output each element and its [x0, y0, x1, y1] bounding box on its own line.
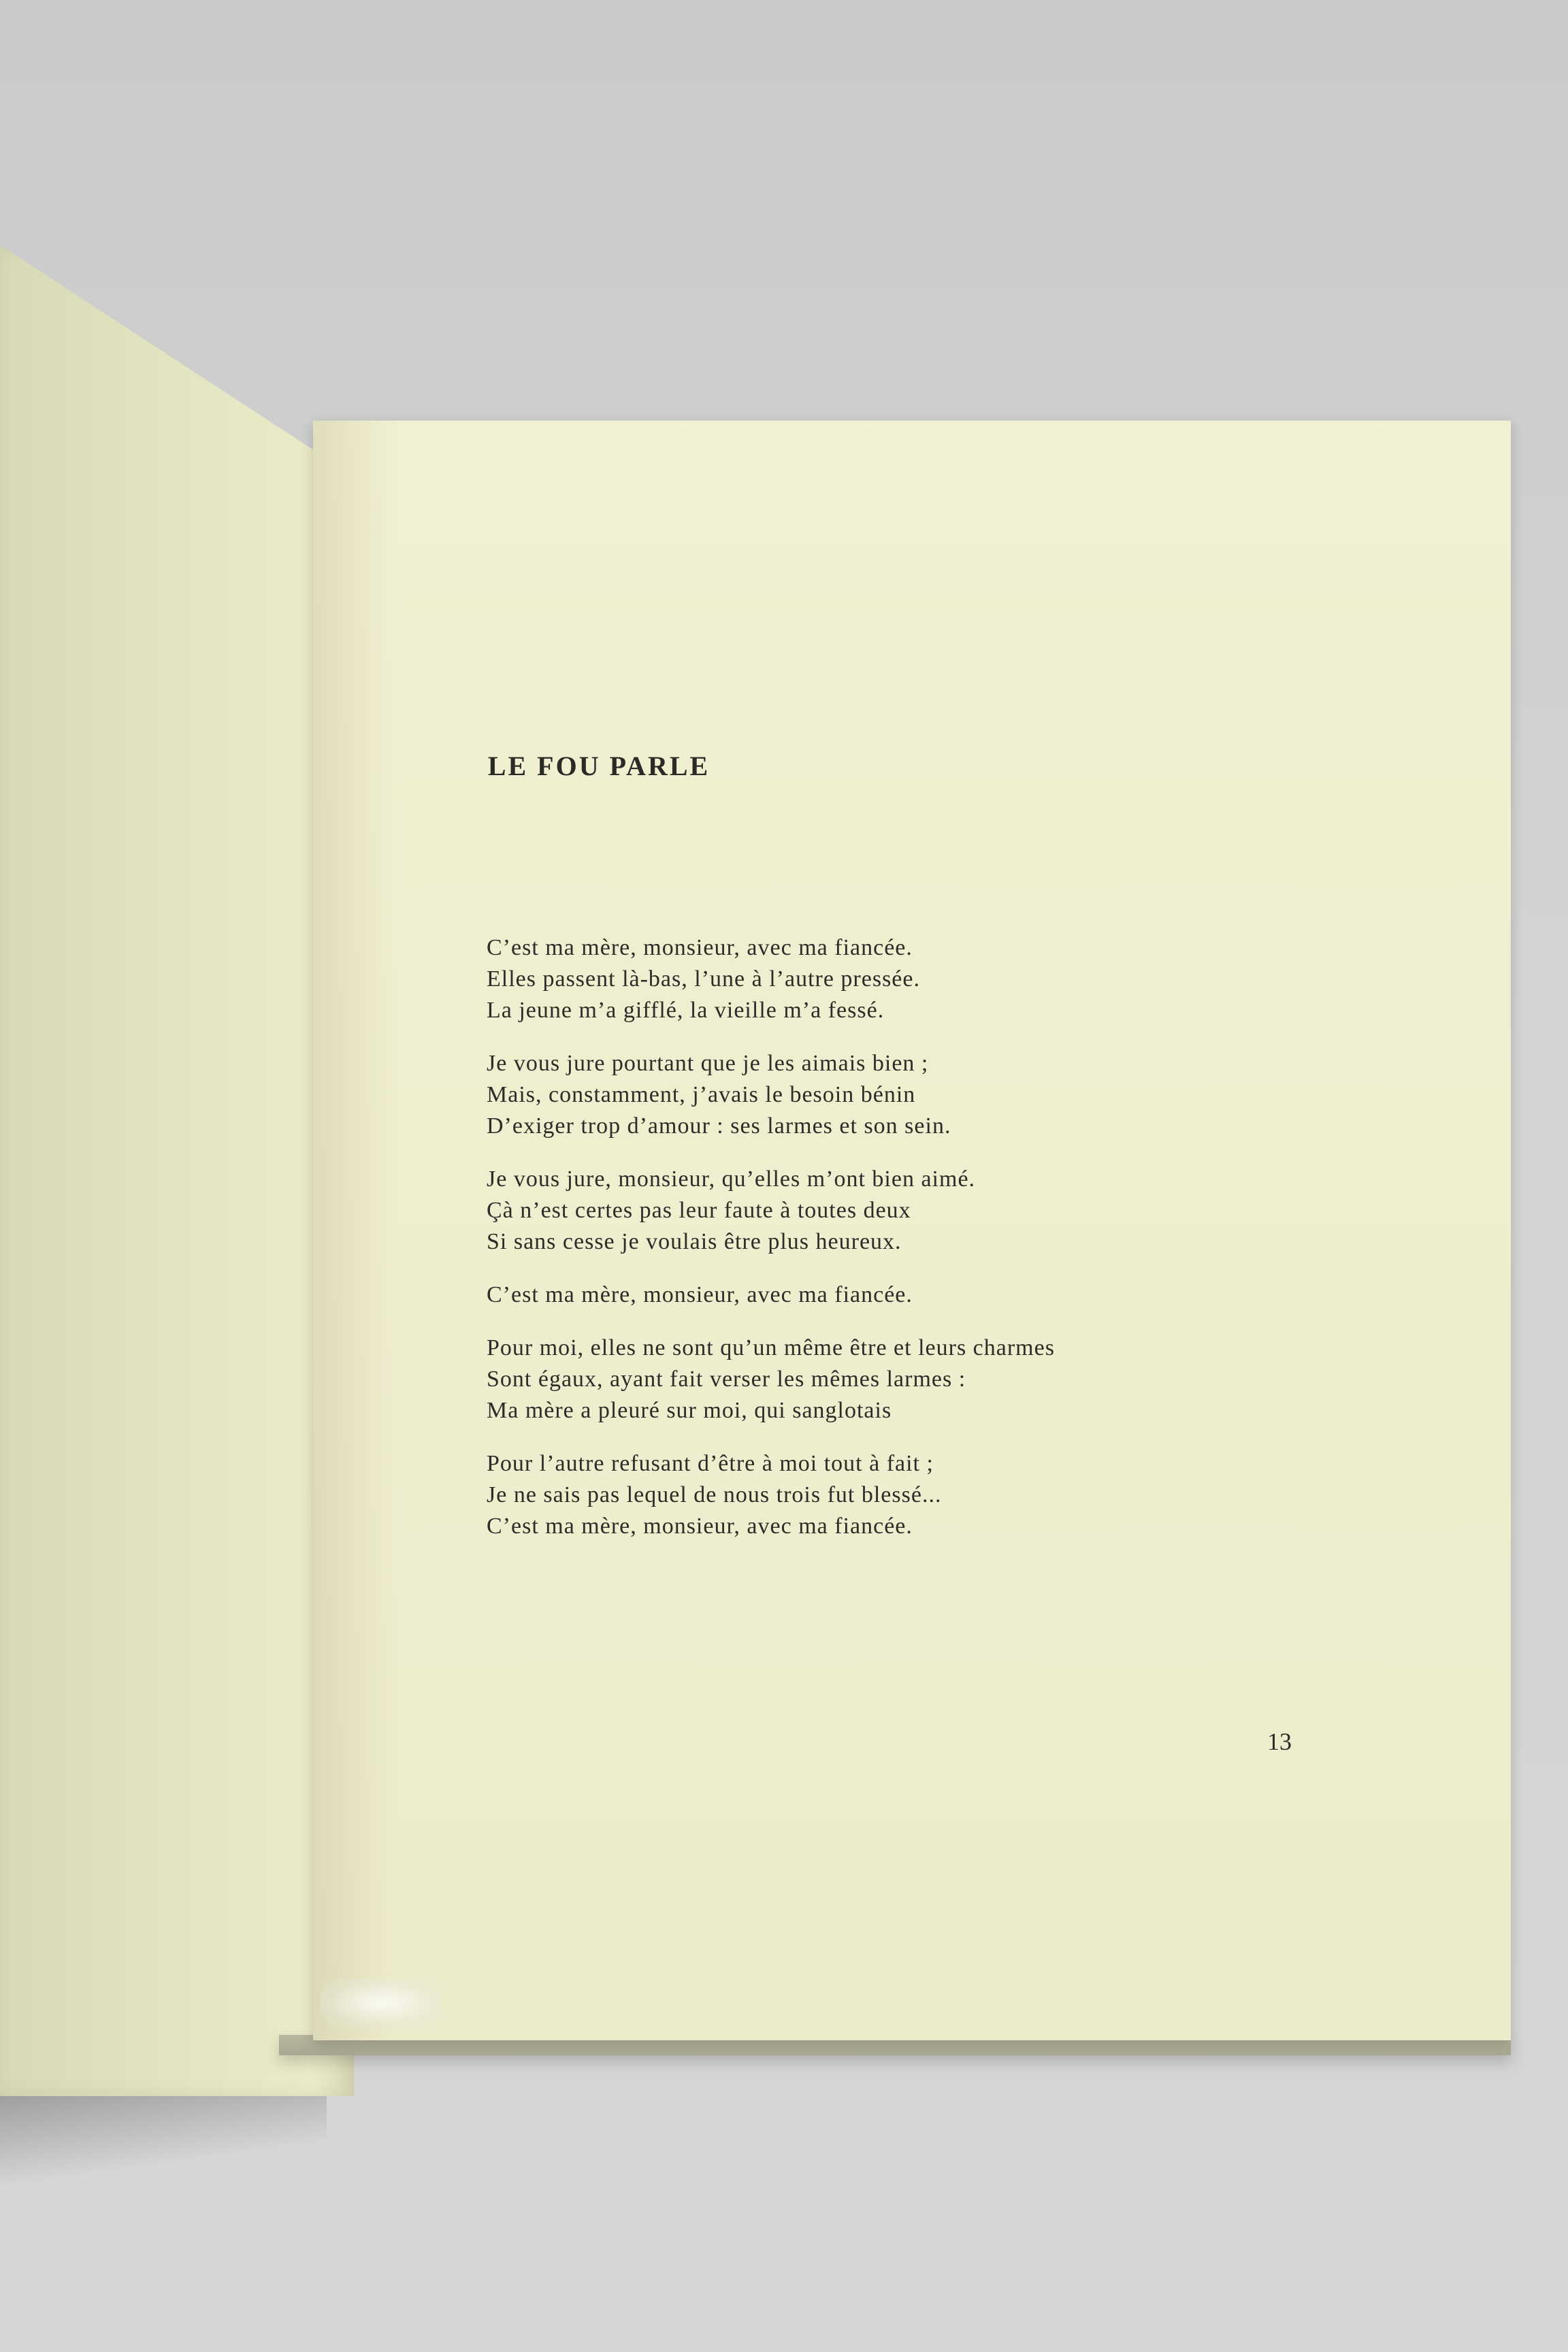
left-page	[0, 245, 354, 2096]
page-gutter	[313, 421, 395, 2040]
right-page	[313, 421, 1511, 2040]
poem-body	[487, 932, 1453, 1564]
poem-line: Je vous jure, monsieur, qu’elles m’ont bien aimé.	[487, 1166, 976, 1192]
poem-line: Mais, constamment, j’avais le besoin bénin	[487, 1082, 916, 1107]
poem-line: D’exiger trop d’amour : ses larmes et son sein.	[487, 1113, 951, 1139]
poem-line: C’est ma mère, monsieur, avec ma fiancée.	[487, 1514, 913, 1539]
poem-line: C’est ma mère, monsieur, avec ma fiancée.	[487, 935, 913, 960]
poem-line: Je vous jure pourtant que je les aimais bien ;	[487, 1051, 929, 1076]
stanza-3	[487, 1164, 1453, 1258]
stanza-5	[487, 1333, 1453, 1426]
poem-line: Je ne sais pas lequel de nous trois fut blessé...	[487, 1482, 942, 1507]
poem-line: Si sans cesse je voulais être plus heureux.	[487, 1229, 902, 1254]
paper-wear-mark	[320, 1979, 442, 2027]
poem-line: C’est ma mère, monsieur, avec ma fiancée.	[487, 1282, 913, 1307]
poem-title: LE FOU PARLE	[487, 751, 710, 781]
poem-line: Çà n’est certes pas leur faute à toutes deux	[487, 1198, 911, 1223]
poem-line: Ma mère a pleuré sur moi, qui sanglotais	[487, 1398, 892, 1423]
poem-line: Pour moi, elles ne sont qu’un même être et leurs charmes	[487, 1335, 1055, 1360]
stanza-6	[487, 1448, 1453, 1542]
poem-line: La jeune m’a gifflé, la vieille m’a fessé.	[487, 998, 885, 1023]
stanza-4	[487, 1279, 1453, 1311]
poem-line: Elles passent là-bas, l’une à l’autre pressée.	[487, 966, 920, 992]
stanza-1	[487, 932, 1453, 1026]
stanza-2	[487, 1048, 1453, 1142]
poem-line: Pour l’autre refusant d’être à moi tout à fait ;	[487, 1451, 934, 1476]
poem-line: Sont égaux, ayant fait verser les mêmes larmes :	[487, 1367, 966, 1392]
page-number: 13	[1267, 1728, 1292, 1755]
